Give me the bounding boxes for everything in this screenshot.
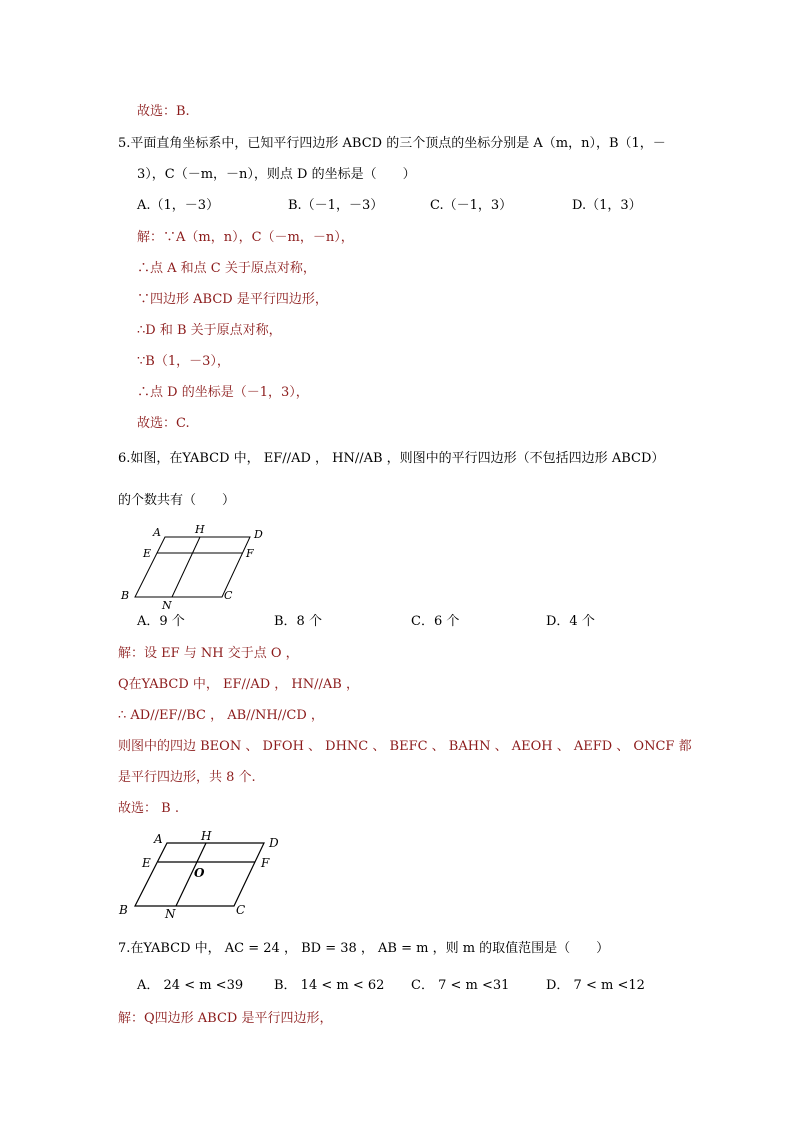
question-6-line-1: 6.如图，在YABCD 中， EF//AD ， HN//AB ，则图中的平行四边形（不包括四边形 ABCD） (118, 451, 665, 466)
solution-5-line-6: ∴点 D 的坐标是（－1，3）， (137, 385, 309, 400)
label-n: N (162, 599, 172, 610)
solution-5-line-3: ∵四边形 ABCD 是平行四边形， (137, 292, 328, 307)
solution-5-line-1: 解：∵A（m，n），C（－m，－n）， (137, 230, 354, 245)
label-d: D (254, 528, 263, 541)
label-a: A (153, 526, 161, 539)
solution-6-line-4: 则图中的四边 BEON 、 DFOH 、 DHNC 、 BEFC 、 BAHN 、 AEOH 、 AEFD 、 ONCF 都 (118, 739, 692, 754)
question-5-line-2: 3），C（－m，－n），则点 D 的坐标是（ ） (137, 167, 416, 182)
label-e: E (142, 856, 151, 870)
solution-5-line-4: ∴D 和 B 关于原点对称， (137, 323, 282, 338)
question-5-option-c: C.（－1，3） (430, 198, 513, 213)
solution-4-answer: 故选：B. (137, 104, 190, 119)
question-6-option-c: C．6 个 (411, 614, 460, 629)
label-h: H (201, 829, 212, 843)
question-7-option-c: C． 7 < m <31 (411, 978, 510, 993)
solution-6-line-5: 是平行四边形，共 8 个. (118, 770, 256, 785)
question-7-option-b: B． 14 < m < 62 (274, 978, 385, 993)
solution-5-line-2: ∴点 A 和点 C 关于原点对称， (137, 261, 316, 276)
segment-hn (172, 537, 200, 597)
solution-5-line-7: 故选：C. (137, 416, 190, 431)
label-b: B (121, 589, 130, 602)
label-c: C (236, 903, 246, 917)
question-6-option-a: A．9 个 (137, 614, 185, 629)
solution-6-line-2: Q在YABCD 中， EF//AD ， HN//AB ， (118, 677, 359, 692)
question-5-option-d: D.（1，3） (572, 198, 642, 213)
label-a: A (154, 832, 163, 846)
label-h: H (195, 523, 205, 536)
solution-5-line-5: ∵B（1，－3）， (137, 354, 230, 369)
question-6-line-2: 的个数共有（ ） (118, 493, 236, 508)
label-o: O (194, 866, 205, 880)
solution-6-line-6: 故选： B . (118, 801, 179, 816)
question-7-option-d: D． 7 < m <12 (546, 978, 645, 993)
parallelogram-figure-2 (112, 825, 292, 925)
solution-6-line-1: 解：设 EF 与 NH 交于点 O ， (118, 646, 299, 661)
parallelogram-figure-1 (115, 520, 285, 610)
solution-7-line-1: 解：Q四边形 ABCD 是平行四边形， (118, 1011, 333, 1026)
question-5-option-b: B.（－1，－3） (288, 198, 384, 213)
label-f: F (261, 856, 270, 870)
question-7-line-1: 7.在YABCD 中， AC = 24 ， BD = 38 ， AB = m ，则 m 的取值范围是（ ） (118, 941, 610, 956)
parallelogram-abcd (135, 537, 250, 597)
label-d: D (269, 836, 279, 850)
solution-6-line-3: ∴ AD//EF//BC ， AB//NH//CD ， (118, 708, 324, 723)
question-6-option-b: B．8 个 (274, 614, 322, 629)
label-c: C (224, 589, 233, 602)
question-7-option-a: A． 24 < m <39 (137, 978, 244, 993)
label-e: E (143, 547, 152, 560)
question-6-option-d: D．4 个 (546, 614, 595, 629)
question-5-option-a: A.（1，－3） (137, 198, 220, 213)
label-f: F (246, 547, 254, 560)
label-b: B (119, 903, 128, 917)
question-5-line-1: 5.平面直角坐标系中，已知平行四边形 ABCD 的三个顶点的坐标分别是 A（m，n），B（1，－ (118, 136, 666, 151)
label-n: N (165, 907, 176, 921)
